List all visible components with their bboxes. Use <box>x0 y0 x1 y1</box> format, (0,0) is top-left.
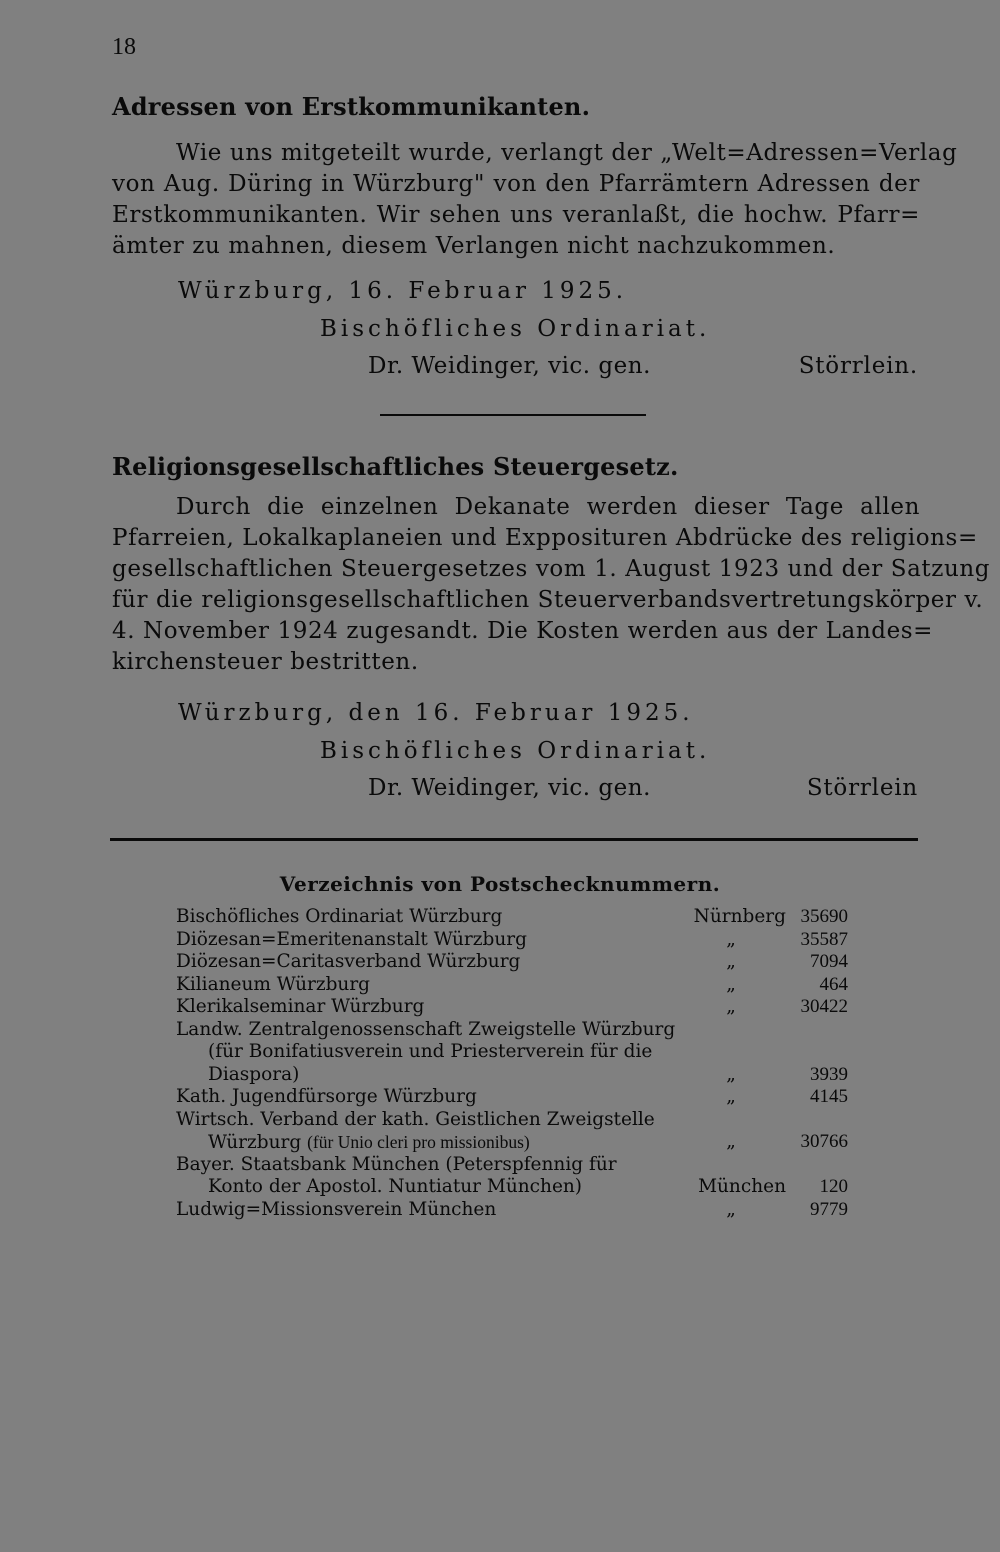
directory-row <box>176 1199 848 1222</box>
directory-row-number: 35587 <box>800 928 848 950</box>
directory-row <box>176 1086 848 1109</box>
directory-row-city: „ <box>726 1131 736 1152</box>
directory-row-name <box>208 1176 582 1199</box>
section2-place-date: Würzburg, den 16. Februar 1925. <box>178 700 694 726</box>
section-divider-long <box>110 838 918 841</box>
directory-row <box>176 906 848 929</box>
paragraph-line: für die religionsgesellschaftlichen Steuerverbandsvertretungskörper v. <box>112 587 984 613</box>
directory-row-name-text: Kilianeum Würzburg <box>176 973 371 995</box>
directory-table <box>176 906 848 1221</box>
directory-row-city: „ <box>726 996 736 1017</box>
directory-row-city: „ <box>726 1063 736 1085</box>
directory-row-name <box>176 951 520 974</box>
directory-row <box>176 951 848 974</box>
directory-row-name-text: Bischöfliches Ordinariat Würzburg <box>176 906 503 927</box>
directory-row-name <box>176 1019 675 1042</box>
directory-row-city: „ <box>726 1086 736 1107</box>
directory-row-number: 4145 <box>810 1086 848 1107</box>
directory-row-number: 35690 <box>800 906 848 927</box>
directory-row <box>176 929 848 952</box>
directory-row <box>176 1176 848 1199</box>
directory-row <box>176 1131 848 1154</box>
directory-row <box>176 1019 848 1042</box>
directory-row-latin-note: (für Unio cleri pro missionibus) <box>307 1132 530 1152</box>
paragraph-line: ämter zu mahnen, diesem Verlangen nicht nachzukommen. <box>112 233 836 259</box>
directory-row-name-text: Ludwig=Missionsverein München <box>176 1198 497 1220</box>
directory-row-name <box>176 929 527 952</box>
section2-paragraph <box>112 492 991 678</box>
directory-title: Verzeichnis von Postschecknummern. <box>279 872 721 896</box>
directory-row-name-text: Diaspora) <box>208 1063 300 1085</box>
directory-row-name-text: Bayer. Staatsbank München (Peterspfennig für <box>176 1153 617 1175</box>
directory-row <box>176 1041 848 1064</box>
directory-row-name <box>176 1154 617 1177</box>
directory-row-name <box>176 1109 655 1132</box>
section1-signer-right: Störrlein. <box>798 353 918 379</box>
directory-row-number: 30766 <box>800 1131 848 1152</box>
directory-row-number: 120 <box>819 1176 848 1197</box>
paragraph-line: Pfarreien, Lokalkaplaneien und Expposituren Abdrücke des religions= <box>112 525 978 551</box>
directory-row-city: München <box>698 1176 786 1197</box>
directory-row <box>176 1064 848 1087</box>
directory-row-name-text: Klerikalseminar Würzburg <box>176 996 425 1017</box>
directory-row-name-text: (für Bonifatiusverein und Priesterverein für die <box>208 1041 653 1062</box>
directory-row-name <box>176 1086 477 1109</box>
directory-row-city: „ <box>726 973 736 995</box>
directory-row-name <box>176 906 502 929</box>
directory-row-city: „ <box>726 951 736 972</box>
directory-row <box>176 974 848 997</box>
section2-signer-right: Störrlein <box>806 775 918 801</box>
section-divider <box>380 414 646 416</box>
paragraph-line: 4. November 1924 zugesandt. Die Kosten werden aus der Landes= <box>112 618 934 644</box>
section1-heading: Adressen von Erstkommunikanten. <box>112 92 591 121</box>
directory-row-name-text: Diözesan=Caritasverband Würzburg <box>176 951 521 972</box>
directory-row <box>176 1109 848 1132</box>
paragraph-line: kirchensteuer bestritten. <box>112 649 419 675</box>
directory-row-name <box>208 1064 299 1087</box>
directory-row-name-text: Diözesan=Emeritenanstalt Würzburg <box>176 928 527 950</box>
directory-row-city: „ <box>726 928 736 950</box>
section1-signer-left: Dr. Weidinger, vic. gen. <box>368 353 651 379</box>
directory-row-city: „ <box>726 1198 736 1220</box>
page-number: 18 <box>112 34 136 60</box>
section1-paragraph <box>112 138 958 262</box>
directory-row-number: 7094 <box>810 951 848 972</box>
directory-row-number: 464 <box>819 973 848 995</box>
directory-row-number: 3939 <box>810 1063 848 1085</box>
directory-row-city: Nürnberg <box>693 906 786 927</box>
paragraph-line: Erstkommunikanten. Wir sehen uns veranlaßt, die hochw. Pfarr= <box>112 202 920 228</box>
directory-row-name <box>176 996 424 1019</box>
paragraph-line: Wie uns mitgeteilt wurde, verlangt der „Welt=Adressen=Verlag <box>176 140 958 166</box>
paragraph-line: gesellschaftlichen Steuergesetzes vom 1. August 1923 und der Satzung <box>112 556 991 582</box>
section2-signer-left: Dr. Weidinger, vic. gen. <box>368 775 651 801</box>
directory-row-name-text: Würzburg <box>208 1132 302 1153</box>
directory-row <box>176 1154 848 1177</box>
section2-office: Bischöfliches Ordinariat. <box>320 738 711 764</box>
directory-row-name-text: Konto der Apostol. Nuntiatur München) <box>208 1176 583 1197</box>
directory-row-name <box>208 1131 530 1155</box>
directory-row-name <box>176 1199 496 1222</box>
directory-row-name-text: Landw. Zentralgenossenschaft Zweigstelle Würzburg <box>176 1018 676 1040</box>
directory-row-name <box>176 974 370 997</box>
directory-row-number: 30422 <box>800 996 848 1017</box>
directory-row-name-text: Wirtsch. Verband der kath. Geistlichen Zweigstelle <box>176 1108 655 1130</box>
paragraph-line: Durch die einzelnen Dekanate werden dieser Tage allen <box>176 494 920 520</box>
directory-row-name-text: Kath. Jugendfürsorge Würzburg <box>176 1086 477 1107</box>
section1-office: Bischöfliches Ordinariat. <box>320 316 711 342</box>
section1-place-date: Würzburg, 16. Februar 1925. <box>178 278 628 304</box>
section2-heading: Religionsgesellschaftliches Steuergesetz. <box>112 452 679 481</box>
directory-row <box>176 996 848 1019</box>
paragraph-line: von Aug. Düring in Würzburg" von den Pfarrämtern Adressen der <box>112 171 920 197</box>
directory-row-name <box>208 1041 652 1064</box>
directory-row-number: 9779 <box>810 1198 848 1220</box>
